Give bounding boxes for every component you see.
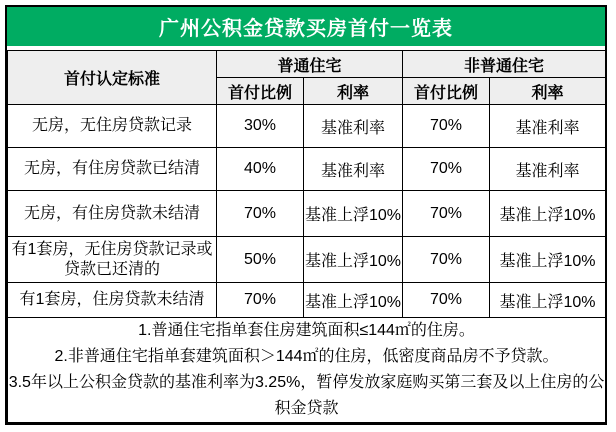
notes-cell xyxy=(8,318,606,423)
notes-row xyxy=(8,318,606,423)
row-label: 有1套房，无住房贷款记录或贷款已还清的 xyxy=(8,237,217,283)
row-label: 无房，有住房贷款未结清 xyxy=(8,191,217,237)
table-row xyxy=(8,191,606,237)
table-title: 广州公积金贷款买房首付一览表 xyxy=(7,7,605,46)
downpayment-ratio-cell: 70% xyxy=(403,191,490,237)
table-row xyxy=(8,237,606,283)
downpayment-ratio-cell: 30% xyxy=(217,105,304,148)
loan-table-grid xyxy=(7,50,606,423)
table-row xyxy=(8,283,606,318)
note-item: 1.普通住宅指单套住房建筑面积≤144㎡的住房。 xyxy=(138,322,475,339)
header-downpayment-ratio-ordinary: 首付比例 xyxy=(217,78,304,105)
interest-rate-cell: 基准利率 xyxy=(304,105,403,148)
note-item: 3.5年以上公积金贷款的基准利率为3.25%，暂停发放家庭购买第三套及以上住房的公积金贷款 xyxy=(8,374,605,417)
downpayment-ratio-cell: 40% xyxy=(217,148,304,191)
downpayment-ratio-cell: 50% xyxy=(217,237,304,283)
row-label: 有1套房，住房贷款未结清 xyxy=(8,283,217,318)
interest-rate-cell: 基准利率 xyxy=(490,105,606,148)
row-label: 无房，无住房贷款记录 xyxy=(8,105,217,148)
header-ordinary-housing: 普通住宅 xyxy=(217,51,403,78)
table-row xyxy=(8,105,606,148)
interest-rate-cell: 基准上浮10% xyxy=(490,237,606,283)
downpayment-ratio-cell: 70% xyxy=(217,283,304,318)
downpayment-ratio-cell: 70% xyxy=(403,237,490,283)
header-criteria: 首付认定标准 xyxy=(8,51,217,105)
header-interest-rate-ordinary: 利率 xyxy=(304,78,403,105)
header-downpayment-ratio-non-ordinary: 首付比例 xyxy=(403,78,490,105)
interest-rate-cell: 基准上浮10% xyxy=(304,237,403,283)
interest-rate-cell: 基准上浮10% xyxy=(490,283,606,318)
interest-rate-cell: 基准上浮10% xyxy=(490,191,606,237)
row-label: 无房，有住房贷款已结清 xyxy=(8,148,217,191)
downpayment-ratio-cell: 70% xyxy=(403,105,490,148)
header-interest-rate-non-ordinary: 利率 xyxy=(490,78,606,105)
interest-rate-cell: 基准上浮10% xyxy=(304,191,403,237)
loan-downpayment-table xyxy=(5,5,607,425)
interest-rate-cell: 基准利率 xyxy=(490,148,606,191)
interest-rate-cell: 基准利率 xyxy=(304,148,403,191)
header-non-ordinary-housing: 非普通住宅 xyxy=(403,51,606,78)
table-row xyxy=(8,148,606,191)
downpayment-ratio-cell: 70% xyxy=(403,283,490,318)
header-row-groups xyxy=(8,51,606,78)
downpayment-ratio-cell: 70% xyxy=(217,191,304,237)
downpayment-ratio-cell: 70% xyxy=(403,148,490,191)
interest-rate-cell: 基准上浮10% xyxy=(304,283,403,318)
note-item: 2.非普通住宅指单套建筑面积＞144㎡的住房，低密度商品房不予贷款。 xyxy=(54,348,559,365)
